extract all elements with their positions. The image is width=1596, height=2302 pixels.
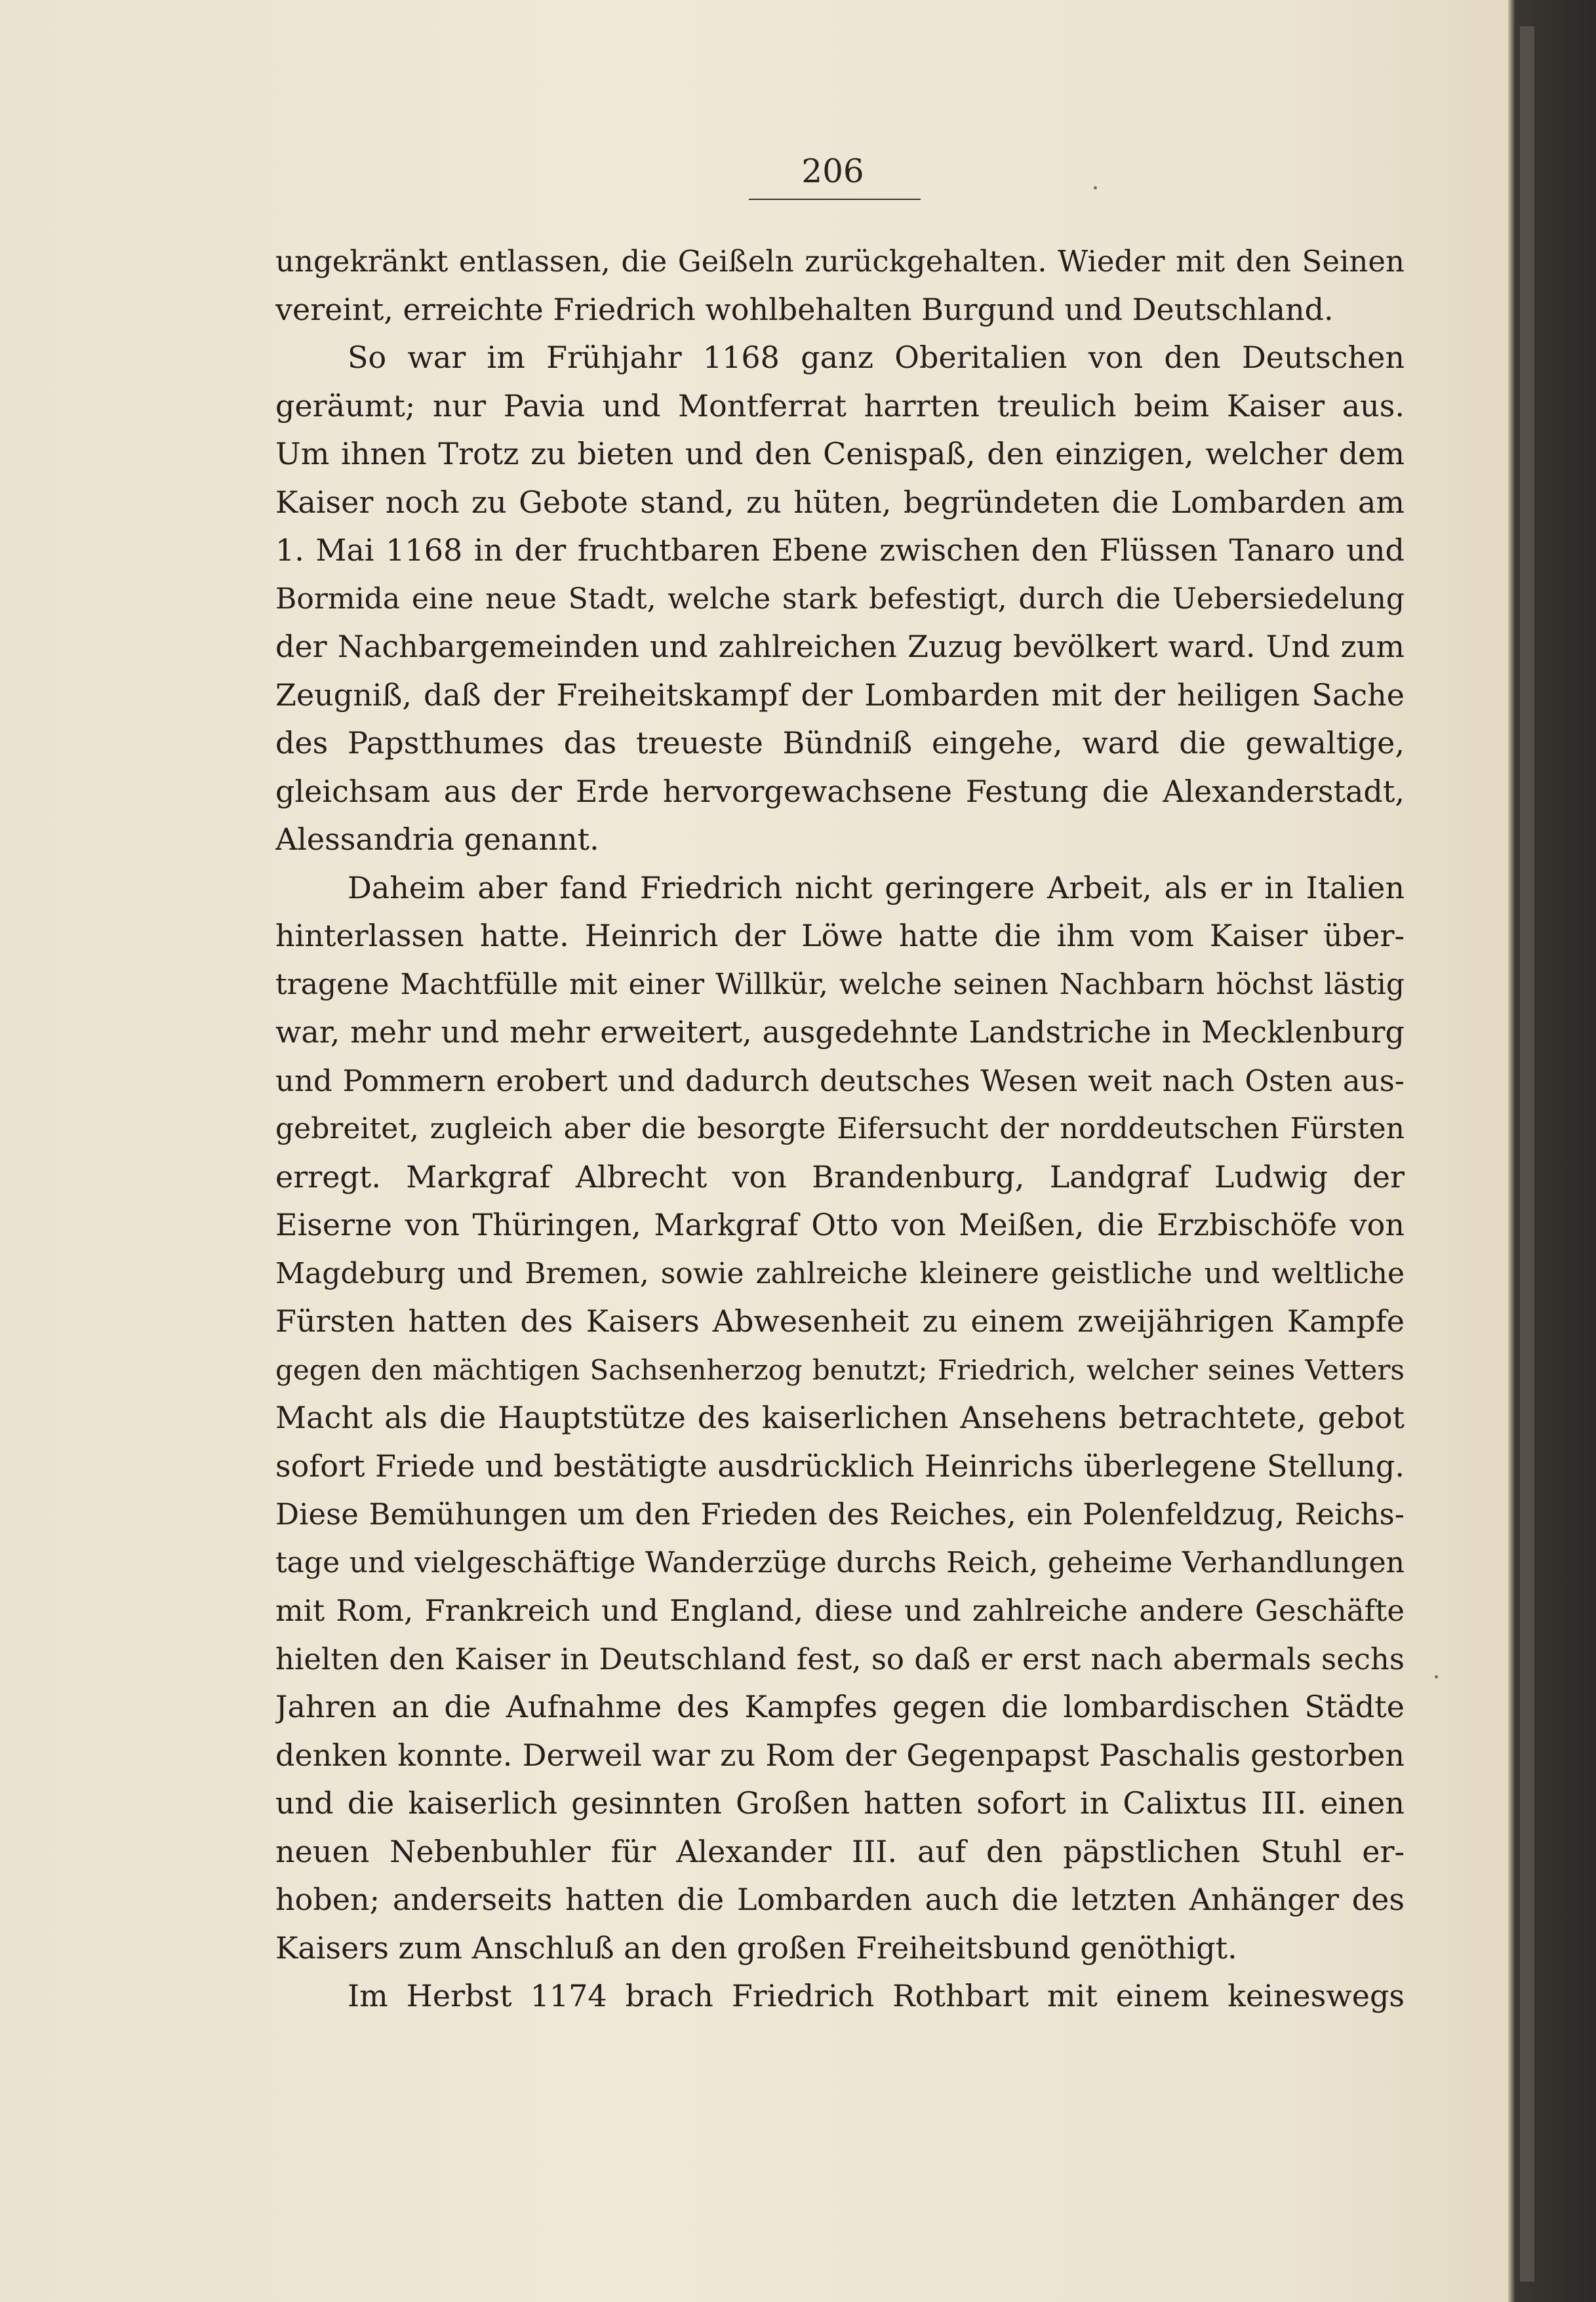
text-line: Um ihnen Trotz zu bieten und den Cenispaß, den einzigen, welcher dem <box>275 436 1405 471</box>
text-line: mit Rom, Frankreich und England, diese und zahlreiche andere Geschäfte <box>275 1593 1405 1628</box>
text-line: Fürsten hatten des Kaisers Abwesenheit zu einem zweijährigen Kampfe <box>275 1303 1405 1339</box>
text-line: war, mehr und mehr erweitert, ausgedehnte Landstriche in Mecklenburg <box>275 1014 1405 1050</box>
text-line: Jahren an die Aufnahme des Kampfes gegen die lombardischen Städte <box>275 1689 1405 1724</box>
page-number-rule <box>749 199 921 200</box>
text-line: und die kaiserlich gesinnten Großen hatten sofort in Calixtus III. einen <box>275 1785 1405 1821</box>
text-line: Zeugniß, daß der Freiheitskampf der Lombarden mit der heiligen Sache <box>275 677 1405 713</box>
text-line: der Nachbargemeinden und zahlreichen Zuzug bevölkert ward. Und zum <box>275 629 1405 664</box>
text-line: gleichsam aus der Erde hervorgewachsene Festung die Alexanderstadt, <box>275 773 1405 809</box>
text-line: und Pommern erobert und dadurch deutsches Wesen weit nach Osten aus- <box>275 1063 1405 1098</box>
paper-speck <box>1435 1675 1438 1678</box>
text-line: Kaisers zum Anschluß an den großen Freiheitsbund genöthigt. <box>275 1930 1237 1966</box>
text-line: vereint, erreichte Friedrich wohlbehalten Burgund und Deutschland. <box>275 291 1334 327</box>
text-line: denken konnte. Derweil war zu Rom der Gegenpapst Paschalis gestorben <box>275 1737 1405 1773</box>
paper-speck <box>1094 186 1097 189</box>
text-line: Macht als die Hauptstütze des kaiserlichen Ansehens betrachtete, gebot <box>275 1400 1405 1435</box>
text-line: gebreitet, zugleich aber die besorgte Eifersucht der norddeutschen Fürsten <box>275 1112 1405 1145</box>
text-line: Bormida eine neue Stadt, welche stark befestigt, durch die Uebersiedelung <box>275 582 1405 616</box>
text-line: Daheim aber fand Friedrich nicht geringere Arbeit, als er in Italien <box>348 869 1405 905</box>
text-line: sofort Friede und bestätigte ausdrücklich Heinrichs überlegene Stellung. <box>275 1448 1405 1484</box>
text-line: erregt. Markgraf Albrecht von Brandenburg, Landgraf Ludwig der <box>275 1159 1405 1195</box>
text-line: So war im Frühjahr 1168 ganz Oberitalien von den Deutschen <box>348 340 1405 375</box>
text-line: des Papstthumes das treueste Bündniß eingehe, ward die gewaltige, <box>275 725 1405 761</box>
book-edge-strip <box>1520 26 1534 2282</box>
text-line: tragene Machtfülle mit einer Willkür, welche seinen Nachbarn höchst lästig <box>275 967 1405 1001</box>
body-text <box>275 237 1405 2021</box>
text-line: Eiserne von Thüringen, Markgraf Otto von Meißen, die Erzbischöfe von <box>275 1207 1405 1242</box>
page-number: 206 <box>801 152 864 190</box>
text-line: Im Herbst 1174 brach Friedrich Rothbart mit einem keineswegs <box>348 1978 1405 2014</box>
text-line: geräumt; nur Pavia und Montferrat harrten treulich beim Kaiser aus. <box>275 387 1405 424</box>
text-line: ungekränkt entlassen, die Geißeln zurückgehalten. Wieder mit den Seinen <box>275 244 1405 279</box>
text-line: tage und vielgeschäftige Wanderzüge durchs Reich, geheime Verhandlungen <box>275 1545 1405 1579</box>
text-line: hinterlassen hatte. Heinrich der Löwe hatte die ihm vom Kaiser über- <box>275 918 1405 953</box>
text-line: Kaiser noch zu Gebote stand, zu hüten, begründeten die Lombarden am <box>275 484 1405 520</box>
text-line: 1. Mai 1168 in der fruchtbaren Ebene zwischen den Flüssen Tanaro und <box>275 532 1405 568</box>
text-line: neuen Nebenbuhler für Alexander III. auf den päpstlichen Stuhl er- <box>275 1833 1405 1869</box>
text-line: gegen den mächtigen Sachsenherzog benutzt; Friedrich, welcher seines Vetters <box>275 1353 1405 1386</box>
text-line: Magdeburg und Bremen, sowie zahlreiche kleinere geistliche und weltliche <box>275 1256 1405 1290</box>
text-line: hoben; anderseits hatten die Lombarden auch die letzten Anhänger des <box>275 1882 1405 1917</box>
text-line: Alessandria genannt. <box>275 822 599 857</box>
text-line: hielten den Kaiser in Deutschland fest, so daß er erst nach abermals sechs <box>275 1641 1405 1677</box>
text-line: Diese Bemühungen um den Frieden des Reiches, ein Polenfeldzug, Reichs- <box>275 1497 1405 1532</box>
